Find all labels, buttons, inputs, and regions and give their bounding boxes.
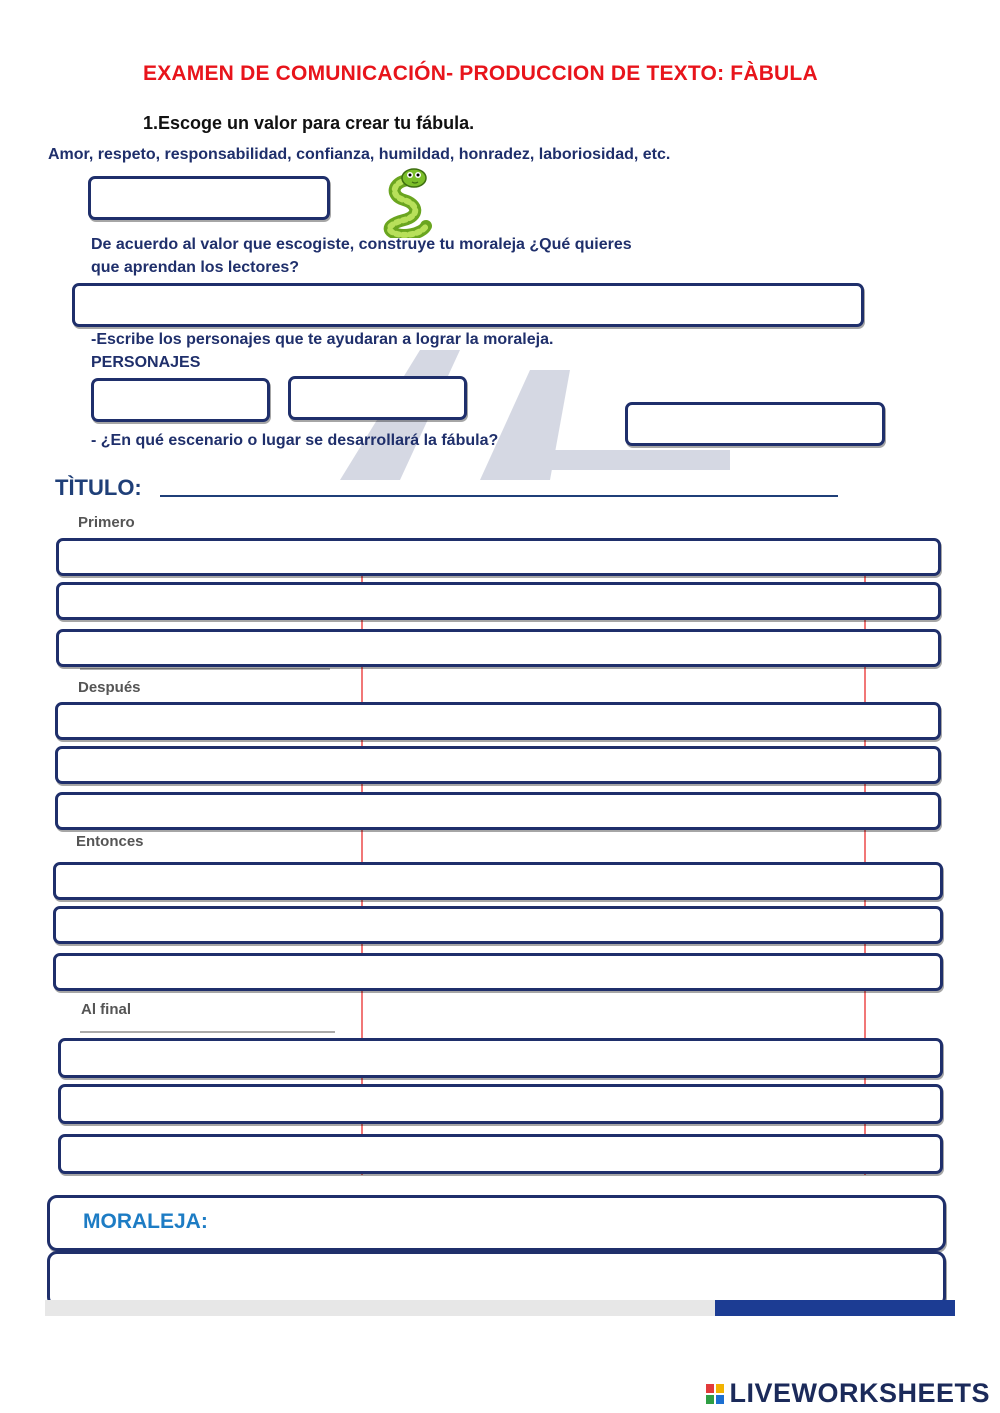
entonces-line-2[interactable] bbox=[53, 906, 943, 944]
al-final-input-3[interactable] bbox=[61, 1137, 940, 1171]
liveworksheets-logo-icon bbox=[705, 1383, 725, 1405]
moraleja-prompt-line1: De acuerdo al valor que escogiste, construye tu moraleja ¿Qué quieres bbox=[91, 236, 632, 253]
personajes-instruction: -Escribe los personajes que te ayudaran a lograr la moraleja. bbox=[91, 331, 554, 348]
footer-band bbox=[45, 1300, 955, 1316]
section-label-despues: Después bbox=[78, 679, 141, 696]
despues-line-2[interactable] bbox=[55, 746, 941, 784]
primero-line-2[interactable] bbox=[56, 582, 941, 620]
character-input-1[interactable] bbox=[94, 381, 267, 419]
divider-line bbox=[80, 668, 330, 670]
value-input[interactable] bbox=[91, 179, 327, 217]
moraleja-input-box[interactable] bbox=[72, 283, 864, 327]
section-label-entonces: Entonces bbox=[76, 833, 144, 850]
liveworksheets-logo bbox=[705, 1378, 990, 1409]
moraleja-header-box bbox=[47, 1195, 946, 1251]
values-list: Amor, respeto, responsabilidad, confianza, humildad, honradez, laboriosidad, etc. bbox=[48, 146, 671, 163]
despues-input-1[interactable] bbox=[58, 705, 938, 737]
entonces-input-1[interactable] bbox=[56, 865, 940, 897]
footer-band-accent bbox=[715, 1300, 955, 1316]
character-input-2[interactable] bbox=[291, 379, 464, 417]
despues-line-1[interactable] bbox=[55, 702, 941, 740]
moraleja-label: MORALEJA: bbox=[83, 1210, 208, 1233]
liveworksheets-brand: LIVEWORKSHEETS bbox=[729, 1378, 990, 1408]
question-1: 1.Escoge un valor para crear tu fábula. bbox=[143, 113, 475, 133]
al-final-input-2[interactable] bbox=[61, 1087, 940, 1121]
entonces-input-3[interactable] bbox=[56, 956, 940, 988]
setting-input[interactable] bbox=[628, 405, 882, 443]
moraleja-prompt bbox=[91, 233, 632, 279]
section-label-primero: Primero bbox=[78, 514, 135, 531]
despues-input-3[interactable] bbox=[58, 795, 938, 827]
divider-line bbox=[80, 1031, 335, 1033]
primero-line-3[interactable] bbox=[56, 629, 941, 667]
personajes-label: PERSONAJES bbox=[91, 354, 201, 371]
entonces-line-3[interactable] bbox=[53, 953, 943, 991]
despues-input-2[interactable] bbox=[58, 749, 938, 781]
primero-input-1[interactable] bbox=[59, 541, 938, 573]
escenario-prompt: - ¿En qué escenario o lugar se desarrollará la fábula? bbox=[91, 432, 499, 449]
primero-input-2[interactable] bbox=[59, 585, 938, 617]
titulo-label: TÌTULO: bbox=[55, 475, 142, 500]
al-final-line-1[interactable] bbox=[58, 1038, 943, 1078]
al-final-input-1[interactable] bbox=[61, 1041, 940, 1075]
setting-input-box[interactable] bbox=[625, 402, 885, 446]
entonces-line-1[interactable] bbox=[53, 862, 943, 900]
moraleja-input[interactable] bbox=[75, 286, 861, 324]
moraleja-final-box[interactable] bbox=[47, 1251, 946, 1307]
value-input-box[interactable] bbox=[88, 176, 330, 220]
primero-line-1[interactable] bbox=[56, 538, 941, 576]
titulo-line bbox=[160, 495, 838, 497]
primero-input-3[interactable] bbox=[59, 632, 938, 664]
character-input-box-2[interactable] bbox=[288, 376, 467, 420]
entonces-input-2[interactable] bbox=[56, 909, 940, 941]
snake-icon bbox=[378, 166, 434, 238]
exam-title: EXAMEN DE COMUNICACIÓN- PRODUCCION DE TEXTO: FÀBULA bbox=[143, 62, 818, 85]
section-label-al-final: Al final bbox=[81, 1001, 132, 1018]
al-final-line-3[interactable] bbox=[58, 1134, 943, 1174]
despues-line-3[interactable] bbox=[55, 792, 941, 830]
moraleja-final-input[interactable] bbox=[50, 1254, 943, 1304]
moraleja-prompt-line2: que aprendan los lectores? bbox=[91, 259, 300, 276]
personajes-prompt bbox=[91, 328, 553, 374]
al-final-line-2[interactable] bbox=[58, 1084, 943, 1124]
character-input-box-1[interactable] bbox=[91, 378, 270, 422]
